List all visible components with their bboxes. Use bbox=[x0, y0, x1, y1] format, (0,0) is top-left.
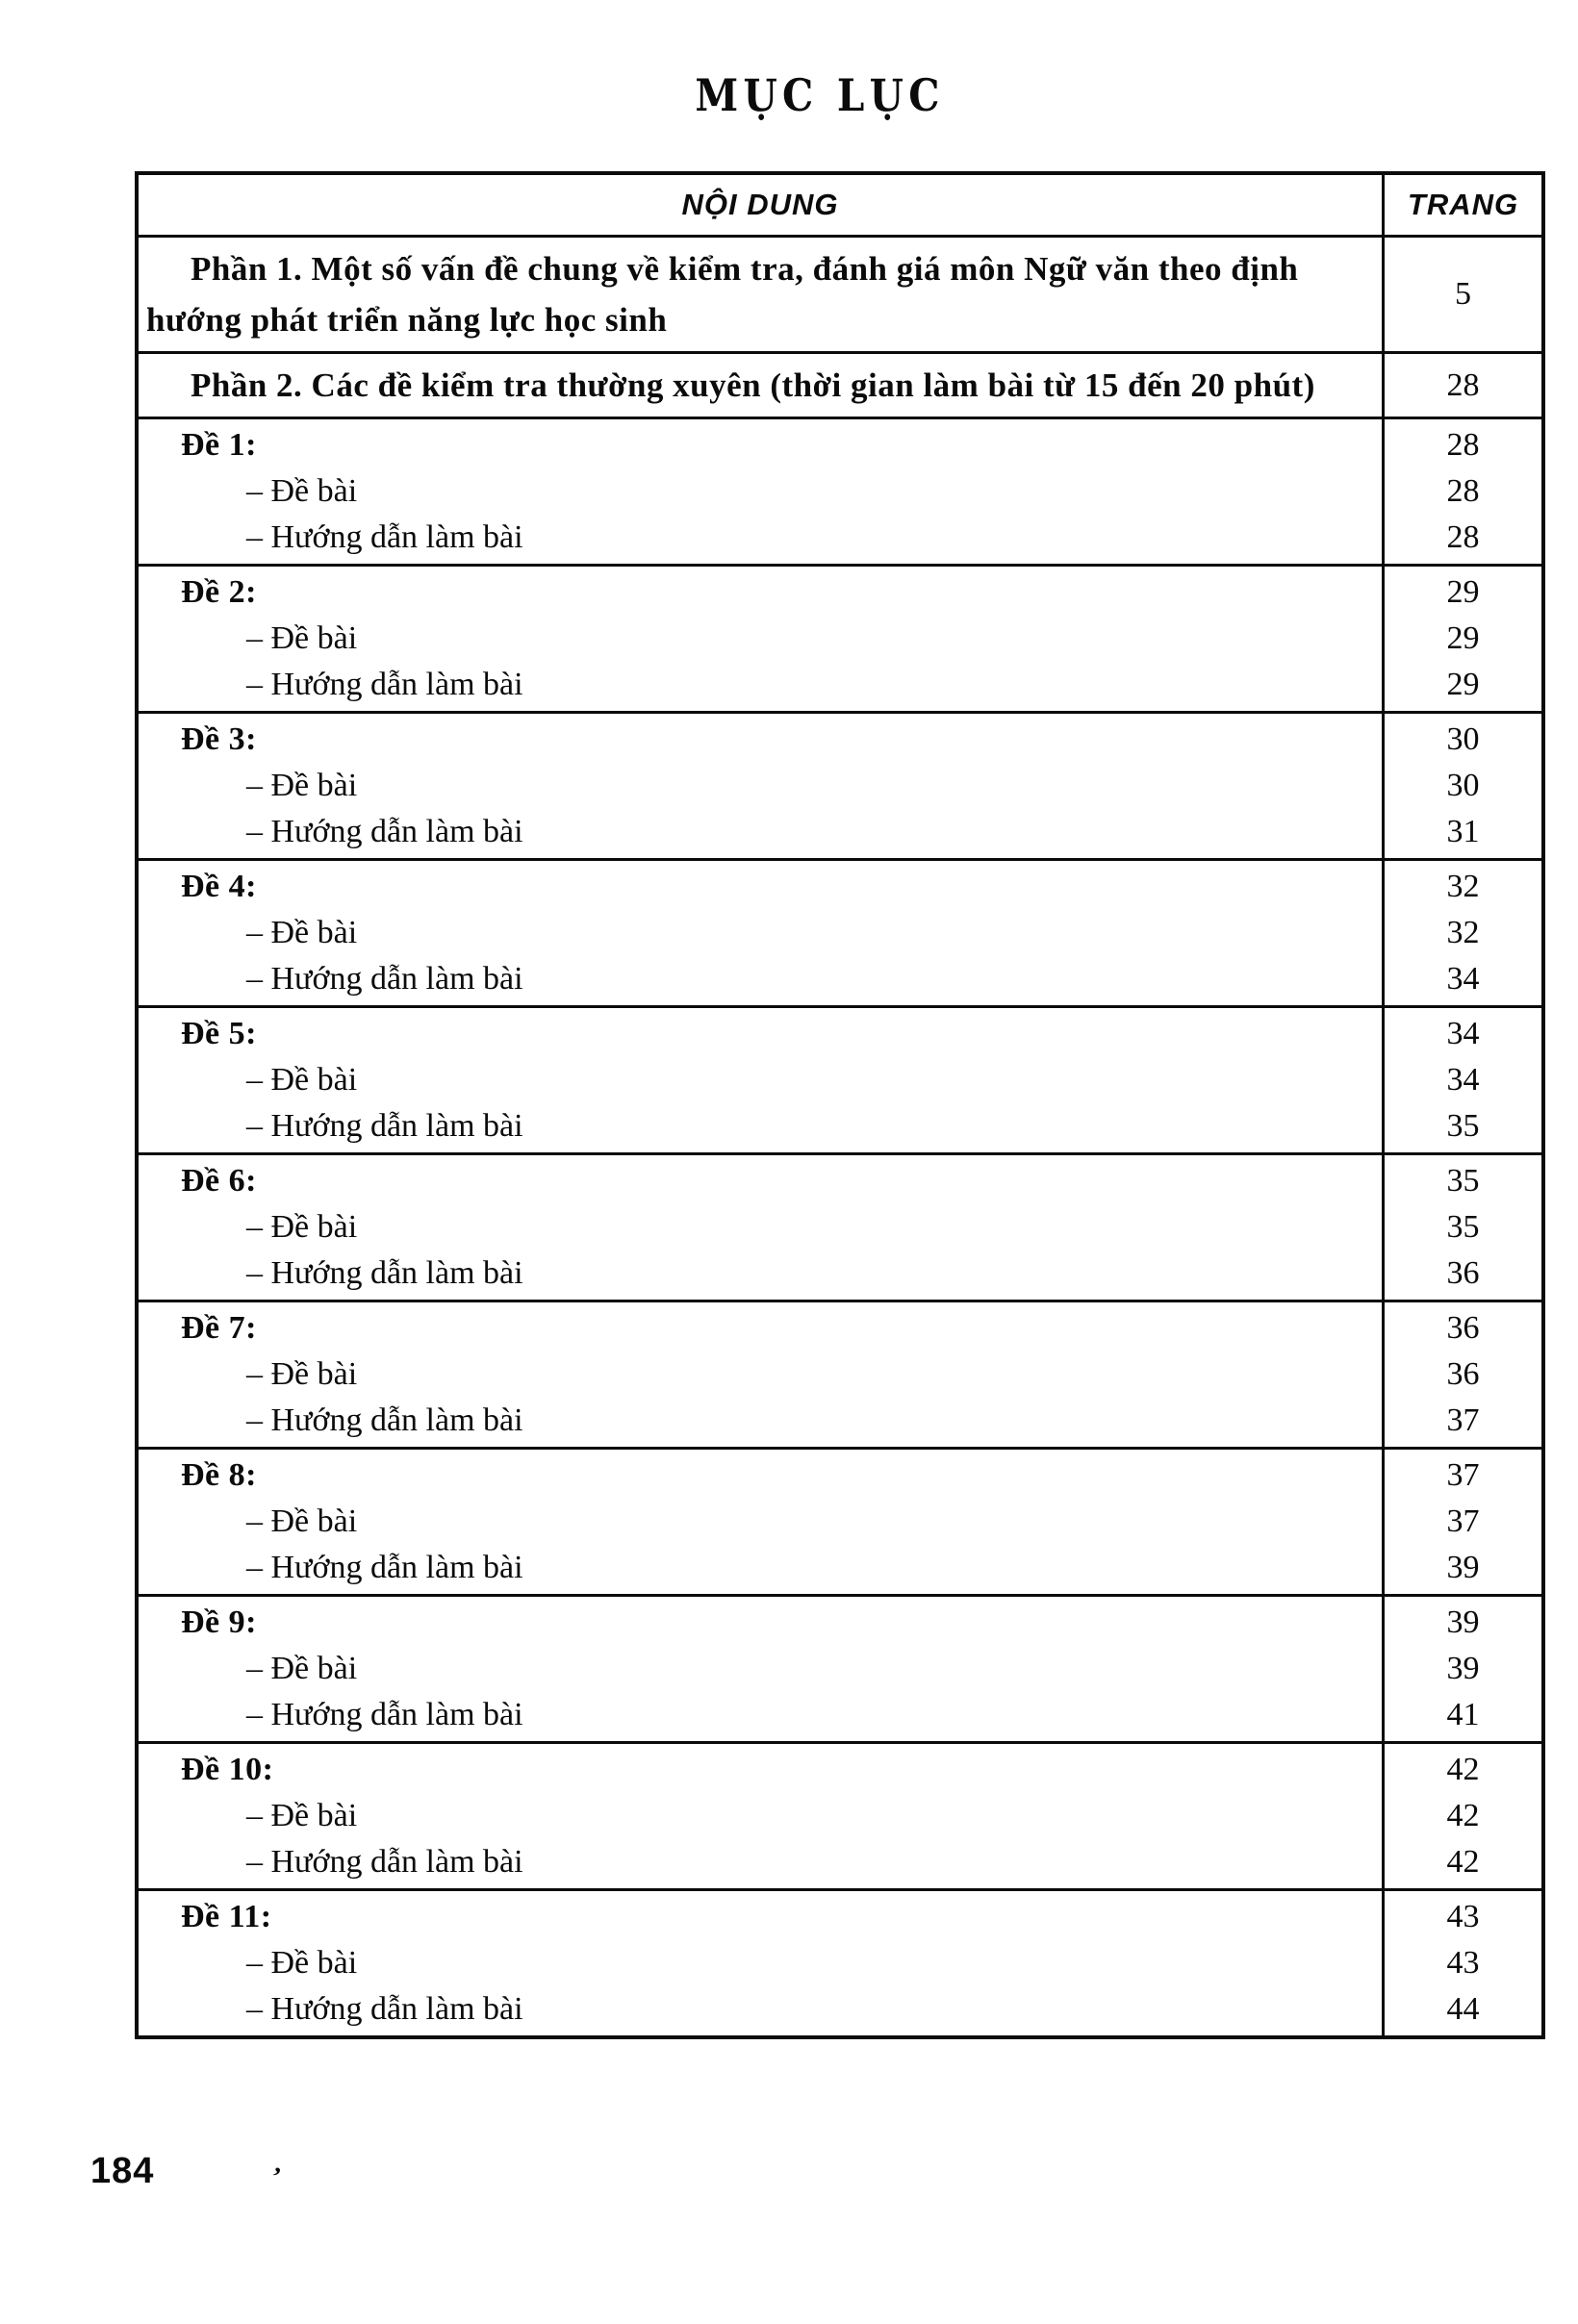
toc-exam-title: Đề 6: bbox=[181, 1163, 257, 1199]
toc-exam-title: Đề 7: bbox=[181, 1310, 257, 1346]
toc-exam-page-number: 42 bbox=[1446, 1798, 1480, 1833]
toc-exam-page-number: 36 bbox=[1446, 1255, 1480, 1291]
toc-exam-content-cell bbox=[139, 1155, 1385, 1300]
footer-tick-mark: ’ bbox=[267, 2161, 284, 2193]
toc-section-page-number: 28 bbox=[1446, 366, 1480, 403]
toc-exam-page-cell bbox=[1385, 567, 1541, 711]
toc-exam-title: Đề 4: bbox=[181, 869, 257, 904]
toc-exam-page-cell bbox=[1385, 1008, 1541, 1152]
toc-exam-page-number: 39 bbox=[1446, 1604, 1480, 1640]
toc-exam-page-number: 41 bbox=[1446, 1697, 1480, 1732]
toc-exam-page-cell bbox=[1385, 1891, 1541, 2035]
toc-header-row bbox=[139, 175, 1541, 235]
toc-exam-page-number: 30 bbox=[1446, 721, 1480, 757]
page-title bbox=[0, 69, 1578, 121]
toc-exam-page-number: 35 bbox=[1446, 1209, 1480, 1245]
toc-exam-item: – Hướng dẫn làm bài bbox=[246, 1697, 523, 1732]
toc-exam-page-cell bbox=[1385, 1155, 1541, 1300]
toc-exam-page-number: 29 bbox=[1446, 620, 1480, 656]
toc-section-page-number: 5 bbox=[1455, 276, 1471, 312]
toc-exam-page-cell bbox=[1385, 1302, 1541, 1447]
toc-exam-page-number: 28 bbox=[1446, 519, 1480, 555]
toc-exam-page-number: 28 bbox=[1446, 473, 1480, 509]
toc-exam-content-cell bbox=[139, 1891, 1385, 2035]
toc-header-page: TRANG bbox=[1407, 188, 1519, 221]
toc-exam-title: Đề 11: bbox=[181, 1899, 272, 1934]
toc-exam-title: Đề 10: bbox=[181, 1752, 274, 1787]
toc-exam-page-number: 35 bbox=[1446, 1163, 1480, 1199]
toc-exam-page-number: 39 bbox=[1446, 1651, 1480, 1686]
toc-exam-item: – Đề bài bbox=[246, 1209, 358, 1245]
toc-exam-block bbox=[139, 564, 1541, 711]
toc-exam-item: – Đề bài bbox=[246, 1798, 358, 1833]
toc-exam-block bbox=[139, 1888, 1541, 2035]
toc-exam-page-number: 30 bbox=[1446, 768, 1480, 803]
toc-section-row bbox=[139, 235, 1541, 351]
toc-section-label: Phần 1. Một số vấn đề chung về kiểm tra, đánh giá môn Ngữ văn theo định hướng phát triển năng lực học sinh bbox=[139, 238, 1385, 351]
toc-exam-page-number: 28 bbox=[1446, 427, 1480, 463]
toc-exam-item: – Đề bài bbox=[246, 473, 358, 509]
toc-header-content: NỘI DUNG bbox=[139, 175, 1385, 235]
toc-exam-page-number: 36 bbox=[1446, 1310, 1480, 1346]
toc-exam-item: – Hướng dẫn làm bài bbox=[246, 1550, 523, 1585]
toc-exam-content-cell bbox=[139, 567, 1385, 711]
toc-exam-item: – Đề bài bbox=[246, 1062, 358, 1098]
toc-exam-page-number: 43 bbox=[1446, 1899, 1480, 1934]
toc-exam-item: – Đề bài bbox=[246, 620, 358, 656]
toc-exam-item: – Hướng dẫn làm bài bbox=[246, 1844, 523, 1880]
toc-exam-page-cell bbox=[1385, 714, 1541, 858]
toc-section-label: Phần 2. Các đề kiểm tra thường xuyên (thời gian làm bài từ 15 đến 20 phút) bbox=[139, 354, 1385, 417]
toc-exam-item: – Đề bài bbox=[246, 1356, 358, 1392]
toc-exam-page-cell bbox=[1385, 861, 1541, 1005]
toc-exam-page-number: 37 bbox=[1446, 1402, 1480, 1438]
toc-section-row bbox=[139, 351, 1541, 417]
toc-exam-page-number: 34 bbox=[1446, 1062, 1480, 1098]
footer-page-number: 184 bbox=[90, 2151, 155, 2191]
toc-exam-content-cell bbox=[139, 1450, 1385, 1594]
toc-exam-content-cell bbox=[139, 1008, 1385, 1152]
toc-exam-page-number: 39 bbox=[1446, 1550, 1480, 1585]
toc-exam-page-number: 29 bbox=[1446, 574, 1480, 610]
toc-exam-item: – Hướng dẫn làm bài bbox=[246, 1991, 523, 2027]
toc-exam-block bbox=[139, 711, 1541, 858]
toc-exam-item: – Hướng dẫn làm bài bbox=[246, 519, 523, 555]
toc-exam-page-number: 44 bbox=[1446, 1991, 1480, 2027]
toc-exam-block bbox=[139, 1152, 1541, 1300]
toc-exam-item: – Hướng dẫn làm bài bbox=[246, 1402, 523, 1438]
toc-exam-content-cell bbox=[139, 1744, 1385, 1888]
toc-exam-page-cell bbox=[1385, 1744, 1541, 1888]
toc-exam-content-cell bbox=[139, 861, 1385, 1005]
toc-exam-title: Đề 3: bbox=[181, 721, 257, 757]
toc-exam-item: – Hướng dẫn làm bài bbox=[246, 1255, 523, 1291]
toc-exam-item: – Đề bài bbox=[246, 1503, 358, 1539]
toc-exam-page-number: 37 bbox=[1446, 1457, 1480, 1493]
toc-exam-page-number: 42 bbox=[1446, 1844, 1480, 1880]
toc-exam-page-number: 32 bbox=[1446, 915, 1480, 950]
toc-exam-title: Đề 9: bbox=[181, 1604, 257, 1640]
toc-exam-page-number: 36 bbox=[1446, 1356, 1480, 1392]
toc-exam-content-cell bbox=[139, 419, 1385, 564]
toc-exam-item: – Hướng dẫn làm bài bbox=[246, 1108, 523, 1144]
toc-exam-block bbox=[139, 1447, 1541, 1594]
toc-exam-item: – Đề bài bbox=[246, 915, 358, 950]
toc-exam-item: – Đề bài bbox=[246, 1651, 358, 1686]
page-title-text: MỤC LỤC bbox=[694, 69, 945, 121]
toc-exam-block bbox=[139, 417, 1541, 564]
toc-exam-block bbox=[139, 1300, 1541, 1447]
toc-exam-title: Đề 5: bbox=[181, 1016, 257, 1051]
toc-exam-title: Đề 2: bbox=[181, 574, 257, 610]
toc-exam-item: – Hướng dẫn làm bài bbox=[246, 667, 523, 702]
toc-exam-title: Đề 1: bbox=[181, 427, 257, 463]
toc-exam-page-number: 34 bbox=[1446, 961, 1480, 997]
toc-exam-content-cell bbox=[139, 1597, 1385, 1741]
toc-exam-page-number: 35 bbox=[1446, 1108, 1480, 1144]
toc-exam-page-cell bbox=[1385, 1450, 1541, 1594]
toc-exam-item: – Đề bài bbox=[246, 1945, 358, 1981]
toc-exam-page-cell bbox=[1385, 1597, 1541, 1741]
toc-exam-item: – Hướng dẫn làm bài bbox=[246, 814, 523, 849]
toc-exam-page-number: 31 bbox=[1446, 814, 1480, 849]
toc-exam-item: – Hướng dẫn làm bài bbox=[246, 961, 523, 997]
toc-exam-block bbox=[139, 858, 1541, 1005]
toc-exam-block bbox=[139, 1005, 1541, 1152]
toc-exam-page-cell bbox=[1385, 419, 1541, 564]
toc-exam-item: – Đề bài bbox=[246, 768, 358, 803]
toc-exam-page-number: 37 bbox=[1446, 1503, 1480, 1539]
toc-exam-title: Đề 8: bbox=[181, 1457, 257, 1493]
toc-exam-page-number: 32 bbox=[1446, 869, 1480, 904]
toc-exam-block bbox=[139, 1741, 1541, 1888]
toc-exam-content-cell bbox=[139, 1302, 1385, 1447]
toc-exam-page-number: 29 bbox=[1446, 667, 1480, 702]
toc-exam-page-number: 43 bbox=[1446, 1945, 1480, 1981]
toc-table bbox=[135, 171, 1545, 2039]
toc-exam-page-number: 34 bbox=[1446, 1016, 1480, 1051]
toc-exam-content-cell bbox=[139, 714, 1385, 858]
toc-exam-block bbox=[139, 1594, 1541, 1741]
toc-exam-page-number: 42 bbox=[1446, 1752, 1480, 1787]
